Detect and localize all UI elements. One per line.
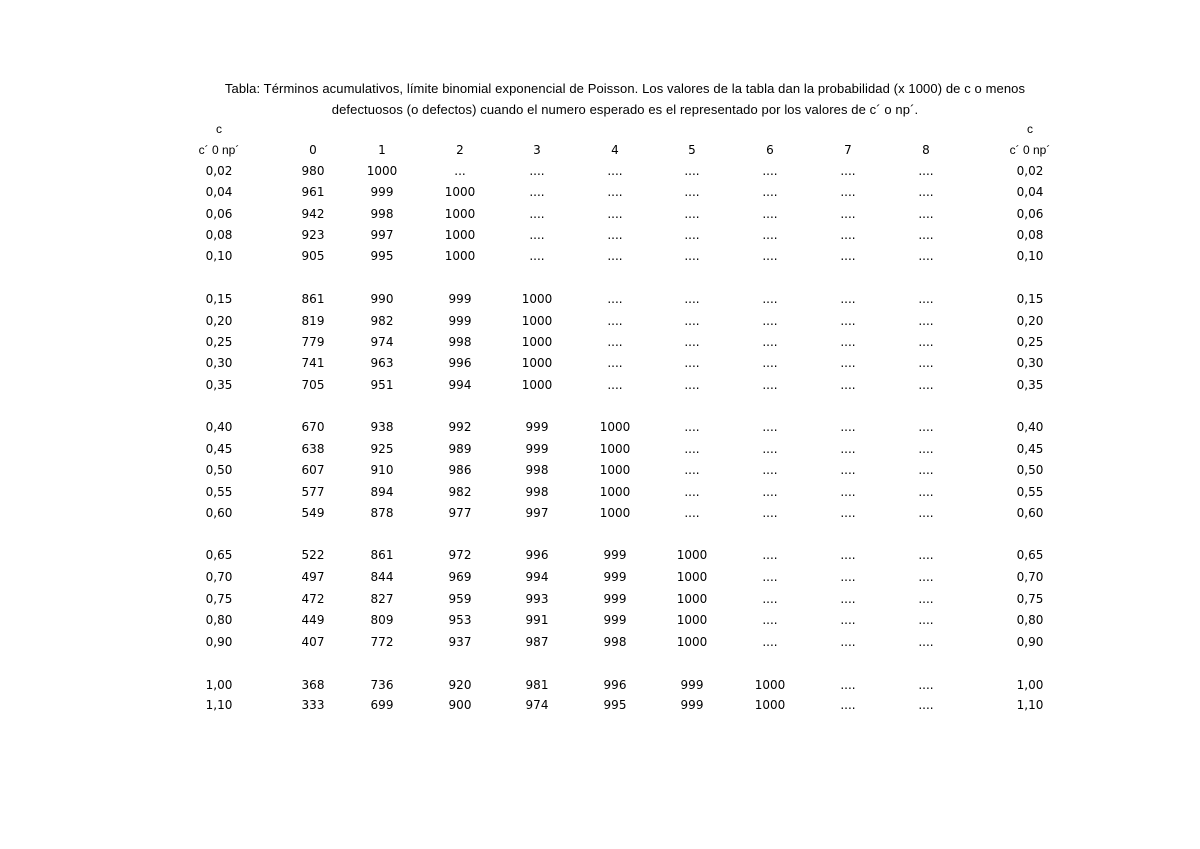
table-cell: .... [684,292,700,306]
table-cell: 861 [301,292,325,306]
table-cell: 0,75 [205,592,233,606]
column-header: 3 [533,143,541,157]
table-cell: 1,10 [1016,698,1044,712]
table-cell: 982 [370,314,394,328]
table-cell: 0,75 [1016,592,1044,606]
table-row [0,632,1200,653]
table-cell: .... [762,314,778,328]
table-cell: 0,80 [1016,613,1044,627]
table-row [0,289,1200,310]
table-cell: 999 [680,698,704,712]
table-cell: 999 [603,570,627,584]
table-cell: .... [840,442,856,456]
table-cell: 741 [301,356,325,370]
table-cell: 996 [525,548,549,562]
table-cell: 549 [301,506,325,520]
table-row [0,353,1200,374]
table-cell: .... [918,698,934,712]
table-cell: 969 [448,570,472,584]
table-cell: 0,10 [1016,249,1044,263]
table-cell: .... [918,592,934,606]
table-cell: 982 [448,485,472,499]
column-header: 1 [378,143,386,157]
table-row [0,545,1200,566]
table-cell: 1,10 [205,698,233,712]
table-cell: 999 [603,613,627,627]
table-cell: 987 [525,635,549,649]
table-cell: 1000 [444,207,476,221]
table-cell: 0,60 [205,506,233,520]
table-cell: 999 [525,420,549,434]
table-cell: .... [762,164,778,178]
table-row [0,567,1200,588]
table-cell: 809 [370,613,394,627]
table-cell: 779 [301,335,325,349]
table-cell: 972 [448,548,472,562]
table-cell: .... [607,228,623,242]
table-cell: 1000 [676,570,708,584]
table-cell: 998 [525,463,549,477]
table-row [0,182,1200,203]
table-cell: ... [454,164,466,178]
table-cell: 0,70 [1016,570,1044,584]
table-cell: 861 [370,548,394,562]
table-cell: 736 [370,678,394,692]
table-cell: 1000 [521,356,553,370]
table-cell: .... [684,249,700,263]
table-cell: .... [607,378,623,392]
table-cell: .... [918,335,934,349]
table-cell: 0,02 [205,164,233,178]
table-cell: 0,35 [1016,378,1044,392]
table-cell: 497 [301,570,325,584]
table-cell: 991 [525,613,549,627]
table-cell: 961 [301,185,325,199]
table-cell: 0,55 [205,485,233,499]
table-cell: .... [840,463,856,477]
table-cell: 0,25 [1016,335,1044,349]
table-row [0,204,1200,225]
table-cell: 990 [370,292,394,306]
table-cell: .... [918,613,934,627]
table-cell: 1,00 [205,678,233,692]
table-cell: 998 [525,485,549,499]
table-cell: 0,30 [1016,356,1044,370]
table-row [0,503,1200,524]
table-cell: 0,45 [1016,442,1044,456]
table-cell: .... [840,570,856,584]
table-cell: 0,04 [1016,185,1044,199]
column-header: c´ 0 np´ [198,143,240,157]
table-cell: 910 [370,463,394,477]
table-cell: 999 [680,678,704,692]
column-header: 7 [844,143,852,157]
table-cell: 0,08 [205,228,233,242]
table-cell: .... [840,698,856,712]
table-cell: 951 [370,378,394,392]
table-cell: 953 [448,613,472,627]
table-cell: 993 [525,592,549,606]
table-cell: 999 [603,592,627,606]
table-cell: .... [762,613,778,627]
table-cell: 577 [301,485,325,499]
table-cell: 0,65 [205,548,233,562]
table-cell: 827 [370,592,394,606]
table-cell: 1000 [754,678,786,692]
table-cell: 0,70 [205,570,233,584]
table-cell: .... [840,420,856,434]
table-cell: 938 [370,420,394,434]
table-cell: 1000 [521,378,553,392]
table-cell: .... [607,185,623,199]
table-cell: 1000 [366,164,398,178]
table-cell: .... [840,378,856,392]
table-cell: 1000 [676,613,708,627]
caption-line-1: Tabla: Términos acumulativos, límite binomial exponencial de Poisson. Los valores de la tabla dan la probabilidad (x 1000) de c o menos [224,81,1026,96]
table-row [0,332,1200,353]
table-cell: .... [762,207,778,221]
table-cell: .... [607,335,623,349]
header-top-left: c [216,122,222,136]
table-cell: .... [762,570,778,584]
table-cell: .... [762,485,778,499]
table-cell: .... [762,420,778,434]
column-header: 5 [688,143,696,157]
table-cell: .... [684,228,700,242]
table-cell: .... [840,356,856,370]
table-row [0,375,1200,396]
table-cell: 0,30 [205,356,233,370]
table-cell: 0,55 [1016,485,1044,499]
table-cell: .... [762,335,778,349]
table-cell: .... [684,335,700,349]
table-cell: 1000 [599,420,631,434]
table-cell: 1000 [521,292,553,306]
table-cell: .... [684,506,700,520]
table-cell: 998 [603,635,627,649]
table-cell: .... [762,548,778,562]
table-cell: 472 [301,592,325,606]
caption-line-2: defectuosos (o defectos) cuando el numero esperado es el representado por los valores de c´ o np´. [331,102,919,117]
table-cell: .... [840,249,856,263]
table-cell: .... [918,548,934,562]
table-cell: .... [918,463,934,477]
table-cell: 999 [448,314,472,328]
table-cell: .... [684,356,700,370]
table-cell: 878 [370,506,394,520]
table-cell: .... [918,228,934,242]
table-cell: 0,45 [205,442,233,456]
table-cell: .... [918,420,934,434]
table-row [0,246,1200,267]
table-cell: 0,60 [1016,506,1044,520]
table-cell: 0,50 [1016,463,1044,477]
table-cell: 772 [370,635,394,649]
table-cell: 999 [525,442,549,456]
table-cell: .... [607,207,623,221]
table-cell: .... [840,485,856,499]
table-cell: 920 [448,678,472,692]
table-cell: .... [684,378,700,392]
table-cell: .... [762,463,778,477]
table-cell: 0,80 [205,613,233,627]
table-cell: 937 [448,635,472,649]
table-cell: .... [918,292,934,306]
table-cell: 992 [448,420,472,434]
table-cell: .... [840,613,856,627]
table-cell: 1000 [599,485,631,499]
table-cell: .... [918,506,934,520]
table-cell: .... [607,292,623,306]
table-cell: .... [918,678,934,692]
column-header: 2 [456,143,464,157]
table-cell: 942 [301,207,325,221]
table-cell: .... [918,485,934,499]
table-cell: 905 [301,249,325,263]
table-cell: 963 [370,356,394,370]
header-top-right: c [1027,122,1033,136]
table-cell: .... [762,356,778,370]
table-cell: 999 [603,548,627,562]
table-cell: 998 [448,335,472,349]
table-cell: .... [918,164,934,178]
table-cell: .... [840,292,856,306]
table-row [0,589,1200,610]
table-cell: 997 [525,506,549,520]
table-cell: 0,06 [205,207,233,221]
table-cell: 0,15 [205,292,233,306]
table-cell: .... [684,314,700,328]
column-header: 6 [766,143,774,157]
table-cell: .... [762,292,778,306]
table-cell: .... [840,164,856,178]
table-cell: .... [762,378,778,392]
table-cell: 977 [448,506,472,520]
table-cell: 1000 [676,635,708,649]
table-cell: 923 [301,228,325,242]
table-cell: .... [762,249,778,263]
table-cell: 996 [448,356,472,370]
table-cell: .... [762,442,778,456]
table-cell: .... [918,207,934,221]
table-cell: .... [684,442,700,456]
table-cell: 0,40 [205,420,233,434]
table-cell: .... [607,314,623,328]
table-cell: 1000 [521,314,553,328]
table-cell: 1,00 [1016,678,1044,692]
table-cell: 997 [370,228,394,242]
table-cell: .... [840,207,856,221]
table-cell: 994 [525,570,549,584]
table-cell: 0,04 [205,185,233,199]
table-cell: 0,90 [1016,635,1044,649]
column-header: 0 [309,143,317,157]
table-cell: 1000 [599,442,631,456]
table-cell: 999 [448,292,472,306]
table-cell: 1000 [599,506,631,520]
table-cell: .... [529,249,545,263]
table-cell: 607 [301,463,325,477]
table-cell: .... [918,356,934,370]
table-cell: .... [918,442,934,456]
table-cell: 994 [448,378,472,392]
table-cell: 986 [448,463,472,477]
table-cell: .... [762,228,778,242]
table-cell: .... [684,164,700,178]
table-cell: 819 [301,314,325,328]
table-cell: 974 [525,698,549,712]
column-header-row [0,140,1200,161]
table-row [0,439,1200,460]
table-cell: 333 [301,698,325,712]
table-cell: 989 [448,442,472,456]
table-row [0,161,1200,182]
table-cell: 0,90 [205,635,233,649]
table-cell: .... [684,207,700,221]
table-cell: 0,08 [1016,228,1044,242]
header-top-row [0,119,1200,140]
table-row [0,460,1200,481]
table-cell: .... [840,335,856,349]
table-cell: 0,20 [205,314,233,328]
table-row [0,482,1200,503]
table-cell: .... [840,506,856,520]
table-cell: .... [607,249,623,263]
table-cell: .... [918,249,934,263]
table-caption [170,78,1080,120]
table-cell: 980 [301,164,325,178]
table-cell: 925 [370,442,394,456]
table-cell: .... [762,635,778,649]
table-cell: 999 [370,185,394,199]
column-header: 4 [611,143,619,157]
table-cell: .... [529,207,545,221]
table-cell: 0,35 [205,378,233,392]
table-cell: .... [840,635,856,649]
table-cell: .... [918,378,934,392]
table-cell: .... [684,420,700,434]
table-cell: 1000 [676,548,708,562]
table-cell: 0,50 [205,463,233,477]
table-cell: .... [840,314,856,328]
table-cell: .... [840,228,856,242]
table-cell: .... [918,635,934,649]
table-cell: 996 [603,678,627,692]
table-cell: 998 [370,207,394,221]
table-row [0,311,1200,332]
table-cell: 705 [301,378,325,392]
table-cell: 959 [448,592,472,606]
table-cell: 0,10 [205,249,233,263]
table-cell: 368 [301,678,325,692]
table-cell: 1000 [599,463,631,477]
table-cell: .... [684,185,700,199]
table-cell: 0,65 [1016,548,1044,562]
table-cell: 1000 [444,249,476,263]
table-cell: .... [840,185,856,199]
column-header: 8 [922,143,930,157]
table-cell: .... [529,228,545,242]
table-cell: 0,06 [1016,207,1044,221]
column-header: c´ 0 np´ [1009,143,1051,157]
table-cell: 0,20 [1016,314,1044,328]
table-cell: .... [529,164,545,178]
table-cell: 0,25 [205,335,233,349]
table-cell: 1000 [521,335,553,349]
table-cell: .... [840,592,856,606]
table-cell: 1000 [754,698,786,712]
table-cell: 1000 [444,228,476,242]
table-cell: .... [607,164,623,178]
table-cell: 995 [370,249,394,263]
table-cell: .... [762,185,778,199]
table-cell: 894 [370,485,394,499]
table-cell: 670 [301,420,325,434]
table-cell: .... [918,314,934,328]
table-cell: .... [607,356,623,370]
table-row [0,225,1200,246]
table-cell: 522 [301,548,325,562]
table-cell: 407 [301,635,325,649]
table-cell: 0,15 [1016,292,1044,306]
table-cell: .... [918,570,934,584]
table-row [0,695,1200,716]
table-cell: 974 [370,335,394,349]
table-row [0,610,1200,631]
table-cell: .... [762,506,778,520]
table-cell: 900 [448,698,472,712]
table-cell: 981 [525,678,549,692]
table-cell: 844 [370,570,394,584]
table-cell: .... [529,185,545,199]
table-cell: 1000 [676,592,708,606]
table-cell: 995 [603,698,627,712]
table-cell: 638 [301,442,325,456]
table-cell: 699 [370,698,394,712]
table-row [0,675,1200,696]
table-cell: .... [840,678,856,692]
table-cell: .... [684,463,700,477]
table-cell: 449 [301,613,325,627]
table-cell: 0,02 [1016,164,1044,178]
table-cell: 0,40 [1016,420,1044,434]
table-cell: .... [684,485,700,499]
table-row [0,417,1200,438]
table-cell: 1000 [444,185,476,199]
table-cell: .... [762,592,778,606]
table-cell: .... [840,548,856,562]
table-cell: .... [918,185,934,199]
